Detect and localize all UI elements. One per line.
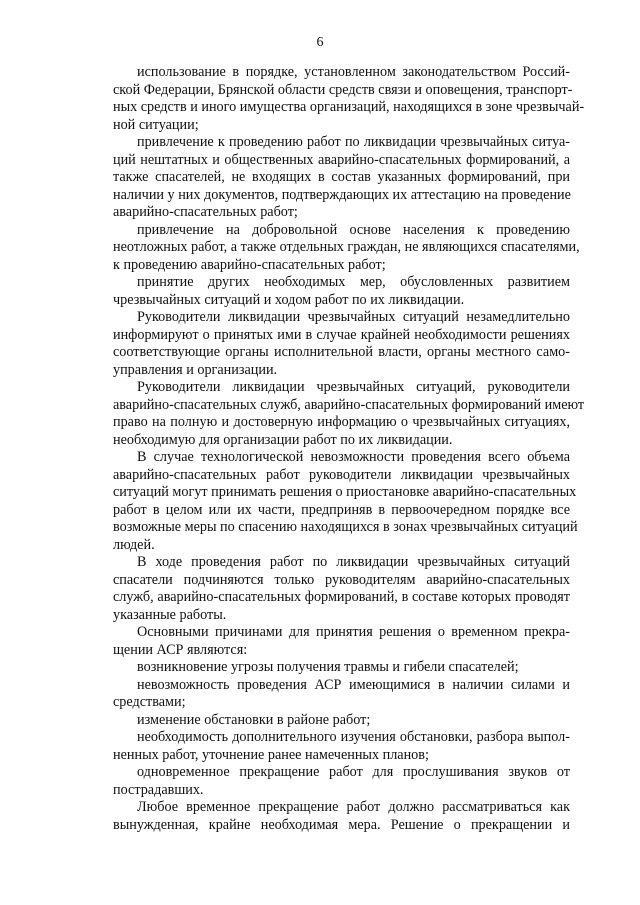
text-line: возможные меры по спасению находящихся в зонах чрезвычайных ситуаций xyxy=(113,519,578,535)
text-line: средствами; xyxy=(113,694,186,710)
paragraph xyxy=(89,712,570,730)
text-line: аварийно-спасательных служб, аварийно-спасательных формирований имеют xyxy=(113,396,585,413)
paragraph xyxy=(89,449,578,554)
text-line: также спасателей, не входящих в состав указанных формирований, при xyxy=(113,169,570,185)
paragraph xyxy=(89,764,570,799)
text-line: управления и организации. xyxy=(113,361,278,378)
text-line: невозможность проведения АСР имеющимися в наличии силами и xyxy=(137,676,570,693)
document-body xyxy=(89,64,585,834)
text-line: указанные работы. xyxy=(113,606,227,623)
text-line: привлечение к проведению работ по ликвидации чрезвычайных ситуа- xyxy=(137,134,570,150)
paragraph xyxy=(89,554,570,624)
text-line: щении АСР являются: xyxy=(113,641,248,658)
paragraph xyxy=(89,274,570,309)
page-number: 6 xyxy=(316,35,324,50)
text-line: спасатели подчиняются только руководителям аварийно-спасательных xyxy=(113,571,570,588)
text-line: Руководители ликвидации чрезвычайных ситуаций, руководители xyxy=(137,379,570,395)
text-line: работ в целом или их части, предприняв в первоочередном порядке все xyxy=(113,501,570,518)
text-line: аварийно-спасательных работ руководители ликвидации чрезвычайных xyxy=(113,466,570,483)
paragraph xyxy=(89,309,570,379)
text-line: использование в порядке, установленном законодательством Россий- xyxy=(137,64,570,80)
text-line: Основными причинами для принятия решения о временном прекра- xyxy=(137,624,570,640)
paragraph xyxy=(89,799,570,834)
text-line: Руководители ликвидации чрезвычайных ситуаций незамедлительно xyxy=(137,309,570,325)
text-line: чрезвычайных ситуаций и ходом работ по их ликвидации. xyxy=(113,291,465,308)
text-line: к проведению аварийно-спасательных работ; xyxy=(113,256,386,273)
text-line: служб, аварийно-спасательных формирований, в составе которых проводят xyxy=(113,589,570,605)
text-line: информируют о принятых ими в случае крайней необходимости решениях xyxy=(113,326,570,343)
text-line: аварийно-спасательных работ; xyxy=(113,204,298,220)
text-line: одновременное прекращение работ для прослушивания звуков от xyxy=(137,764,570,780)
text-line: людей. xyxy=(113,536,155,553)
text-line: изменение обстановки в районе работ; xyxy=(137,711,371,728)
text-line: необходимую для организации работ по их ликвидации. xyxy=(113,431,453,448)
paragraph xyxy=(89,379,585,449)
text-line: вынужденная, крайне необходимая мера. Решение о прекращении и xyxy=(113,816,570,833)
text-line: В ходе проведения работ по ликвидации чрезвычайных ситуаций xyxy=(137,554,570,570)
text-line: ций нештатных и общественных аварийно-спасательных формирований, а xyxy=(113,151,570,168)
text-line: Любое временное прекращение работ должно рассматриваться как xyxy=(137,799,570,815)
text-line: ной ситуации; xyxy=(113,116,199,133)
text-line: В случае технологической невозможности проведения всего объема xyxy=(137,449,570,465)
paragraph xyxy=(89,729,570,764)
text-line: наличии у них документов, подтверждающих их аттестацию на проведение xyxy=(113,186,571,203)
paragraph xyxy=(89,624,570,659)
paragraph xyxy=(89,64,585,134)
text-line: ненных работ, уточнение ранее намеченных планов; xyxy=(113,746,429,763)
text-line: возникновение угрозы получения травмы и гибели спасателей; xyxy=(137,659,519,675)
text-line: принятие других необходимых мер, обусловленных развитием xyxy=(137,274,570,290)
paragraph xyxy=(89,659,570,677)
text-line: ных средств и иного имущества организаций, находящихся в зоне чрезвычай- xyxy=(113,99,585,115)
paragraph xyxy=(89,134,570,222)
text-line: неотложных работ, а также отдельных граждан, не являющихся спасателями, xyxy=(113,239,580,255)
text-line: ситуаций могут принимать решения о приостановке аварийно-спасательных xyxy=(113,484,577,500)
text-line: пострадавших. xyxy=(113,781,204,798)
paragraph xyxy=(89,677,570,712)
text-line: необходимость дополнительного изучения обстановки, разбора выпол- xyxy=(137,729,570,745)
text-line: привлечение на добровольной основе населения к проведению xyxy=(137,221,570,238)
text-line: ской Федерации, Брянской области средств связи и оповещения, транспорт- xyxy=(113,81,573,98)
text-line: право на полную и достоверную информацию о чрезвычайных ситуациях, xyxy=(113,414,570,430)
paragraph xyxy=(89,221,580,275)
text-line: соответствующие органы исполнительной власти, органы местного само- xyxy=(113,344,570,360)
